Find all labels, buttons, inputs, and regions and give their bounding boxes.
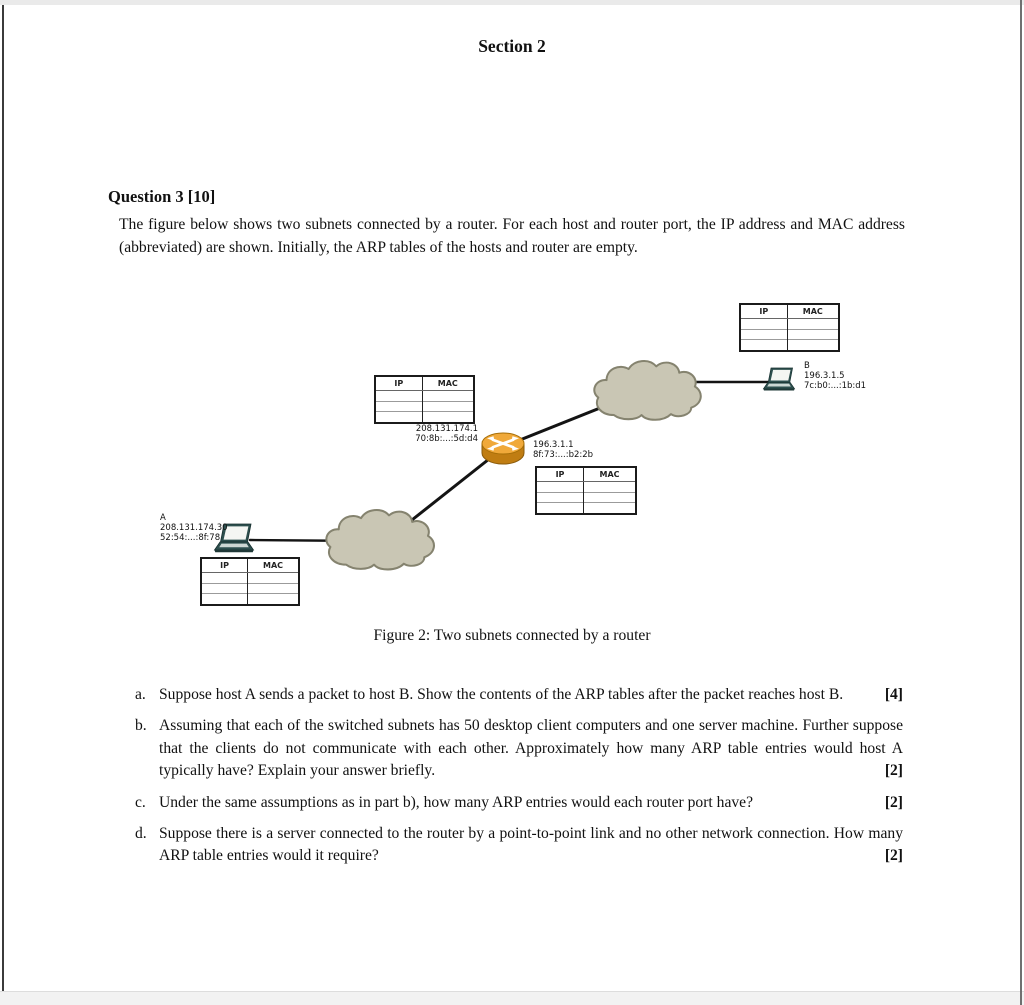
arp-empty-row bbox=[375, 401, 474, 412]
question-heading: Question 3 [10] bbox=[108, 187, 216, 206]
arp-empty-row bbox=[740, 340, 839, 351]
item-text: Suppose host A sends a packet to host B. Show the contents of the ARP tables after the packet reaches host B. bbox=[159, 686, 844, 703]
item-label: a. bbox=[135, 686, 146, 703]
arp-table-host-b bbox=[739, 303, 840, 352]
host-b-ip: 196.3.1.5 bbox=[804, 371, 845, 381]
arp-empty-row bbox=[740, 319, 839, 330]
figure-caption: Figure 2: Two subnets connected by a router bbox=[373, 627, 651, 644]
question-item-c bbox=[135, 792, 903, 814]
host-a-mac: 52:54:...:8f:78 bbox=[160, 533, 221, 543]
router-left-port-mac: 70:8b:...:5d:d4 bbox=[415, 434, 478, 444]
arp-ip-header: IP bbox=[536, 467, 584, 482]
router-right-port-ip: 196.3.1.1 bbox=[533, 440, 574, 450]
question-item-b bbox=[135, 715, 903, 782]
subnet-cloud-right bbox=[594, 361, 700, 420]
item-label: b. bbox=[135, 717, 147, 735]
arp-empty-row bbox=[536, 482, 636, 493]
host-a-label bbox=[160, 513, 228, 543]
host-a-ip: 208.131.174.30 bbox=[160, 523, 228, 533]
arp-mac-header: MAC bbox=[248, 558, 299, 573]
arp-empty-row bbox=[201, 573, 299, 584]
arp-empty-row bbox=[375, 412, 474, 423]
item-marks: [2] bbox=[879, 792, 903, 814]
arp-mac-header: MAC bbox=[584, 467, 637, 482]
subnet-cloud-left bbox=[326, 510, 434, 569]
section-title: Section 2 bbox=[478, 36, 546, 56]
host-a-name: A bbox=[160, 513, 166, 523]
item-text: Suppose there is a server connected to the router by a point-to-point link and no other network connection. How many ARP table entries would it require? bbox=[159, 825, 903, 865]
arp-empty-row bbox=[375, 391, 474, 402]
item-text: Assuming that each of the switched subnets has 50 desktop client computers and one server machine. Further suppose that the clients do not communicate with each other. Approximately how many ARP table entries would host A typically have? Explain your answer briefly. bbox=[159, 717, 903, 780]
arp-mac-header: MAC bbox=[422, 376, 474, 391]
item-text: Under the same assumptions as in part b), how many ARP entries would each router port have? bbox=[159, 793, 754, 811]
laptop-b-icon bbox=[763, 368, 794, 391]
page-frame-right bbox=[1020, 0, 1022, 1005]
arp-ip-header: IP bbox=[201, 558, 248, 573]
arp-mac-header: MAC bbox=[787, 304, 839, 319]
item-label: c. bbox=[135, 793, 146, 811]
router-left-port-ip: 208.131.174.1 bbox=[415, 424, 478, 434]
router-right-port-mac: 8f:73:...:b2:2b bbox=[533, 450, 594, 460]
arp-ip-header: IP bbox=[375, 376, 422, 391]
item-marks: [2] bbox=[879, 845, 903, 867]
arp-empty-row bbox=[536, 492, 636, 503]
item-marks: [2] bbox=[879, 760, 903, 782]
question-intro: The figure below shows two subnets connected by a router. For each host and router port, the IP address and MAC address (abbreviated) are shown. Initially, the ARP tables of the hosts and router are empty. bbox=[119, 216, 905, 256]
router-icon bbox=[482, 433, 524, 464]
router-left-port-label bbox=[353, 424, 478, 444]
item-label: d. bbox=[135, 825, 147, 843]
host-b-name: B bbox=[804, 361, 810, 371]
arp-table-router-right-port bbox=[535, 466, 637, 515]
question-item-a bbox=[135, 684, 903, 706]
arp-empty-row bbox=[536, 503, 636, 514]
router-right-port-label bbox=[533, 440, 593, 460]
arp-empty-row bbox=[740, 329, 839, 340]
arp-table-router-left-port bbox=[374, 375, 475, 424]
item-marks: [4] bbox=[879, 684, 903, 706]
arp-ip-header: IP bbox=[740, 304, 787, 319]
arp-empty-row bbox=[201, 594, 299, 605]
host-b-mac: 7c:b0:...:1b:d1 bbox=[804, 381, 867, 391]
arp-table-host-a bbox=[200, 557, 300, 606]
arp-empty-row bbox=[201, 583, 299, 594]
question-item-d bbox=[135, 823, 903, 868]
host-b-label bbox=[804, 361, 866, 391]
question-list bbox=[135, 684, 903, 877]
